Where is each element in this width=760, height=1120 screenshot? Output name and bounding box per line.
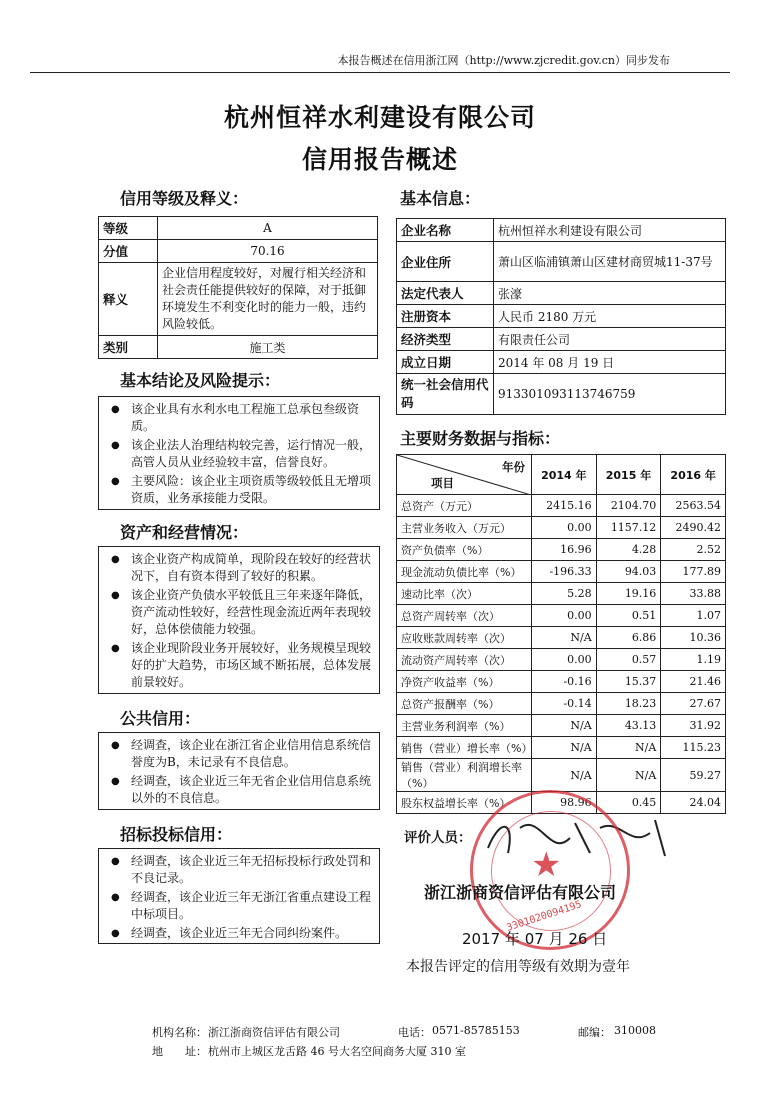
finance-item-label: 净资产收益率（%）	[397, 671, 532, 693]
finance-item-label: 现金流动负债比率（%）	[397, 561, 532, 583]
finance-item-label: 总资产报酬率（%）	[397, 693, 532, 715]
finance-value-cell: 4.28	[596, 539, 661, 561]
meaning-value: 企业信用程度较好，对履行相关经济和社会责任能提供较好的保障，对于抵御环境发生不利变化时的能力一般，违约风险较低。	[158, 263, 378, 336]
company-name-value: 杭州恒祥水利建设有限公司	[494, 219, 726, 242]
footer-phone-label: 电话：	[398, 1026, 431, 1039]
company-seal	[470, 790, 630, 950]
bullet-icon: ●	[111, 928, 120, 939]
assets-heading: 资产和经营情况：	[120, 523, 249, 542]
table-row	[397, 759, 726, 792]
bidding-box	[98, 848, 380, 944]
list-item: ● 该企业具有水利水电工程施工总承包叁级资质。	[111, 402, 360, 433]
report-title: 信用报告概述	[301, 145, 458, 174]
finance-value-cell: 0.51	[596, 605, 661, 627]
finance-value-cell: N/A	[596, 759, 661, 792]
table-row	[397, 649, 726, 671]
rating-table	[98, 216, 378, 359]
finance-value-cell: 1.19	[661, 649, 726, 671]
finance-value-cell: N/A	[532, 627, 597, 649]
finance-value-cell: 177.89	[661, 561, 726, 583]
publication-note: 本报告概述在信用浙江网（http://www.zjcredit.gov.cn）同步发布	[337, 54, 670, 67]
finance-item-label: 主营业务利润率（%）	[397, 715, 532, 737]
finance-value-cell: 27.67	[661, 693, 726, 715]
report-date: 2017 年 07 月 26 日	[462, 930, 608, 948]
corner-year-label: 年份	[502, 460, 525, 474]
capital-label: 注册资本	[397, 305, 494, 328]
finance-value-cell: 43.13	[596, 715, 661, 737]
bullet-icon: ●	[111, 740, 120, 751]
finance-value-cell: 31.92	[661, 715, 726, 737]
table-row	[397, 715, 726, 737]
finance-heading: 主要财务数据与指标：	[400, 429, 561, 448]
footer-addr: 杭州市上城区龙舌路 46 号大名空间商务大厦 310 室	[208, 1045, 466, 1058]
year-header: 2014 年	[532, 455, 597, 495]
founded-label: 成立日期	[397, 351, 494, 374]
address-label: 企业住所	[397, 242, 494, 282]
basic-info-heading: 基本信息：	[400, 189, 481, 208]
finance-item-label: 股东权益增长率（%）	[397, 792, 532, 814]
finance-value-cell: 2.52	[661, 539, 726, 561]
finance-item-label: 销售（营业）利润增长率（%）	[397, 759, 532, 792]
finance-value-cell: 115.23	[661, 737, 726, 759]
conclusion-box	[98, 396, 380, 510]
finance-table	[396, 454, 726, 814]
evaluator-label: 评价人员：	[404, 830, 472, 846]
finance-value-cell: -0.14	[532, 693, 597, 715]
finance-value-cell: 2415.16	[532, 495, 597, 517]
category-label: 类别	[99, 336, 158, 359]
table-row	[397, 693, 726, 715]
table-row	[397, 627, 726, 649]
list-item: ● 该企业法人治理结构较完善，运行情况一般，高管人员从业经验较丰富，信誉良好。	[111, 438, 372, 469]
finance-body	[397, 495, 726, 814]
finance-value-cell: 6.86	[596, 627, 661, 649]
footer-org-label: 机构名称：	[152, 1026, 207, 1039]
finance-value-cell: 0.45	[596, 792, 661, 814]
year-header: 2016 年	[661, 455, 726, 495]
bullet-icon: ●	[111, 776, 120, 787]
finance-value-cell: 2104.70	[596, 495, 661, 517]
finance-value-cell: 33.88	[661, 583, 726, 605]
rating-label: 等级	[99, 217, 158, 240]
econ-type-label: 经济类型	[397, 328, 494, 351]
finance-value-cell: 10.36	[661, 627, 726, 649]
finance-value-cell: 24.04	[661, 792, 726, 814]
corner-item-label: 项目	[431, 476, 454, 490]
footer-addr-label: 地 址：	[152, 1045, 207, 1058]
legal-rep-label: 法定代表人	[397, 282, 494, 305]
bidding-heading: 招标投标信用：	[120, 825, 233, 844]
econ-type-value: 有限责任公司	[494, 328, 726, 351]
year-header: 2015 年	[596, 455, 661, 495]
score-label: 分值	[99, 240, 158, 263]
finance-value-cell: 5.28	[532, 583, 597, 605]
finance-value-cell: N/A	[532, 759, 597, 792]
score-value: 70.16	[158, 240, 378, 263]
basic-info-table	[396, 218, 726, 415]
finance-value-cell: 0.57	[596, 649, 661, 671]
finance-value-cell: 1157.12	[596, 517, 661, 539]
finance-value-cell: 0.00	[532, 649, 597, 671]
finance-value-cell: 18.23	[596, 693, 661, 715]
validity-note: 本报告评定的信用等级有效期为壹年	[406, 959, 630, 975]
finance-value-cell: N/A	[596, 737, 661, 759]
finance-value-cell: N/A	[532, 737, 597, 759]
list-item: ● 经调查，该企业近三年无浙江省重点建设工程中标项目。	[111, 890, 372, 921]
list-item: ● 经调查，该企业近三年无合同纠纷案件。	[111, 926, 348, 940]
bullet-icon: ●	[111, 590, 120, 601]
rating-heading: 信用等级及释义：	[120, 189, 249, 208]
meaning-label: 释义	[99, 263, 158, 336]
finance-value-cell: 0.00	[532, 605, 597, 627]
table-row	[397, 539, 726, 561]
bullet-icon: ●	[111, 404, 120, 415]
finance-value-cell: 59.27	[661, 759, 726, 792]
list-item: ● 经调查，该企业近三年无招标投标行政处罚和不良记录。	[111, 854, 372, 885]
credit-code-label: 统一社会信用代码	[397, 374, 494, 415]
bullet-icon: ●	[111, 440, 120, 451]
list-item: ● 该企业资产构成简单，现阶段在较好的经营状况下，自有资本得到了较好的积累。	[111, 552, 372, 583]
category-value: 施工类	[158, 336, 378, 359]
table-row	[397, 561, 726, 583]
credit-code-value: 913301093113746759	[494, 374, 726, 415]
bullet-icon: ●	[111, 856, 120, 867]
finance-item-label: 销售（营业）增长率（%）	[397, 737, 532, 759]
rating-value: A	[158, 217, 378, 240]
address-value: 萧山区临浦镇萧山区建材商贸城11-37号	[494, 242, 726, 282]
table-row	[397, 605, 726, 627]
assets-box	[98, 546, 380, 694]
bullet-icon: ●	[111, 476, 120, 487]
finance-value-cell: 21.46	[661, 671, 726, 693]
header-rule	[30, 72, 730, 73]
agency-name: 浙江浙商资信评估有限公司	[424, 883, 617, 902]
finance-value-cell: 16.96	[532, 539, 597, 561]
company-name-label: 企业名称	[397, 219, 494, 242]
bullet-icon: ●	[111, 643, 120, 654]
finance-item-label: 流动资产周转率（次）	[397, 649, 532, 671]
bullet-icon: ●	[111, 554, 120, 565]
finance-value-cell: 2490.42	[661, 517, 726, 539]
table-row	[397, 517, 726, 539]
seal-number: 3301020094195	[505, 899, 584, 934]
bullet-icon: ●	[111, 892, 120, 903]
footer-zip: 310008	[614, 1024, 656, 1037]
list-item: ● 该企业资产负债水平较低且三年来逐年降低，资产流动性较好，经营性现金流近两年表现较好，总体偿债能力较强。	[111, 588, 372, 636]
list-item: ● 经调查，该企业在浙江省企业信用信息系统信誉度为B，未记录有不良信息。	[111, 738, 372, 769]
finance-value-cell: 1.07	[661, 605, 726, 627]
finance-value-cell: 15.37	[596, 671, 661, 693]
company-title: 杭州恒祥水利建设有限公司	[223, 103, 536, 132]
table-row	[397, 737, 726, 759]
list-item: ● 主要风险：该企业主项资质等级较低且无增项资质，业务承接能力受限。	[111, 474, 372, 505]
finance-item-label: 主营业务收入（万元）	[397, 517, 532, 539]
finance-value-cell: 2563.54	[661, 495, 726, 517]
finance-item-label: 速动比率（次）	[397, 583, 532, 605]
finance-value-cell: -196.33	[532, 561, 597, 583]
finance-value-cell: 98.96	[532, 792, 597, 814]
legal-rep-value: 张濠	[494, 282, 726, 305]
list-item: ● 经调查，该企业近三年无省企业信用信息系统以外的不良信息。	[111, 774, 372, 805]
finance-corner-cell	[397, 455, 532, 495]
finance-item-label: 应收账款周转率（次）	[397, 627, 532, 649]
founded-value: 2014 年 08 月 19 日	[494, 351, 726, 374]
table-row	[397, 671, 726, 693]
footer-org: 浙江浙商资信评估有限公司	[208, 1026, 340, 1039]
capital-value: 人民币 2180 万元	[494, 305, 726, 328]
finance-value-cell: -0.16	[532, 671, 597, 693]
footer-phone: 0571-85785153	[432, 1024, 520, 1037]
conclusion-heading: 基本结论及风险提示：	[120, 371, 281, 390]
public-credit-box	[98, 732, 380, 810]
finance-item-label: 总资产周转率（次）	[397, 605, 532, 627]
finance-value-cell: N/A	[532, 715, 597, 737]
finance-item-label: 资产负债率（%）	[397, 539, 532, 561]
star-icon: ★	[531, 845, 562, 885]
finance-item-label: 总资产（万元）	[397, 495, 532, 517]
table-row	[397, 495, 726, 517]
finance-value-cell: 0.00	[532, 517, 597, 539]
public-credit-heading: 公共信用：	[120, 709, 201, 728]
footer-zip-label: 邮编：	[578, 1026, 611, 1039]
finance-value-cell: 19.16	[596, 583, 661, 605]
list-item: ● 该企业现阶段业务开展较好，业务规模呈现较好的扩大趋势，市场区域不断拓展，总体发展前景较好。	[111, 641, 372, 689]
table-row	[397, 583, 726, 605]
finance-value-cell: 94.03	[596, 561, 661, 583]
